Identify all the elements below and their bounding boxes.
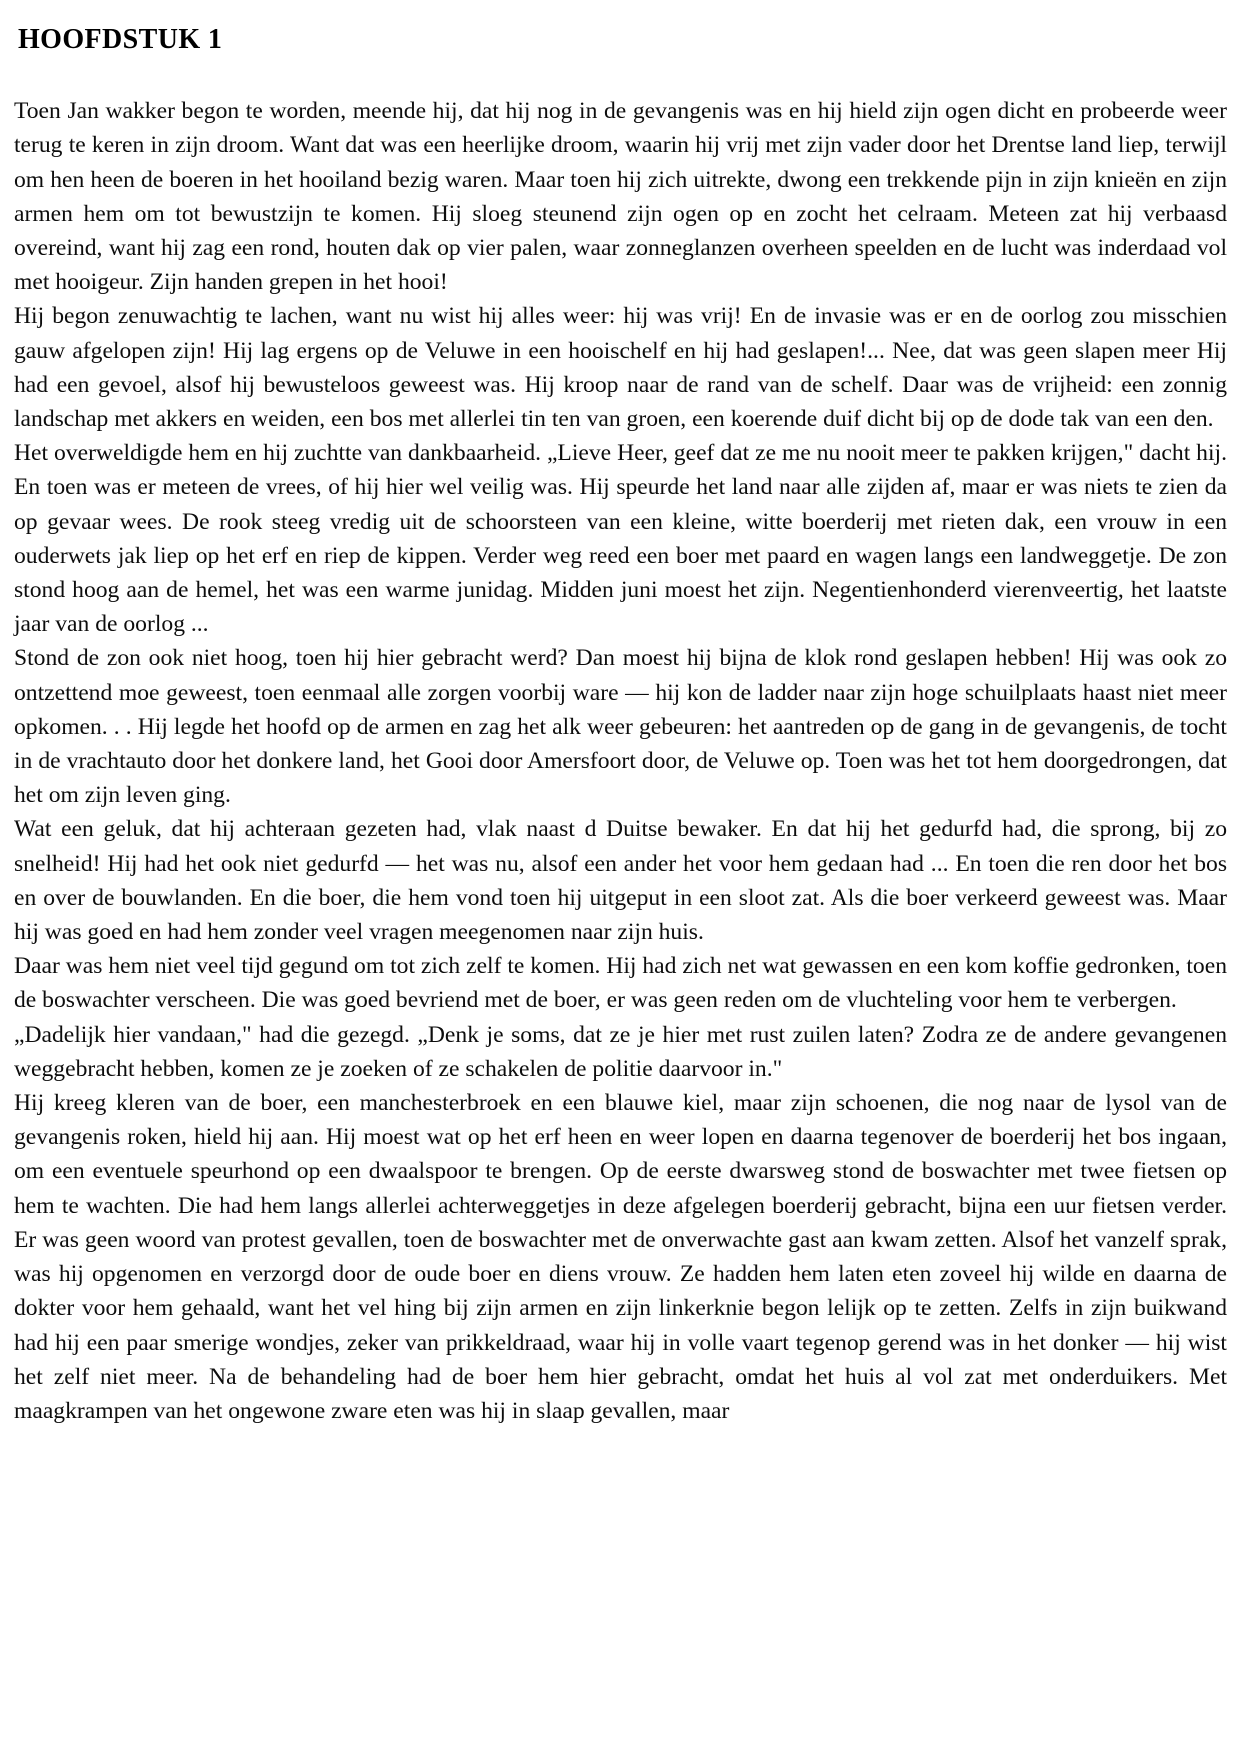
paragraph: „Dadelijk hier vandaan," had die gezegd. „Denk je soms, dat ze je hier met rust zuilen laten? Zodra ze de andere gevangenen weggebracht hebben, komen ze je zoeken of ze schakelen de politie daarvoor in.": [14, 1021, 1227, 1082]
paragraph: Stond de zon ook niet hoog, toen hij hier gebracht werd? Dan moest hij bijna de klok rond geslapen hebben! Hij was ook zo ontzettend moe geweest, toen eenmaal alle zorgen voorbij ware — hij kon de ladder naar zijn hoge schuilplaats haast niet meer opkomen. . . Hij legde het hoofd op de armen en zag het alk weer gebeuren: het aantreden op de gang in de gevangenis, de tocht in de vrachtauto door het donkere land, het Gooi door Amersfoort door, de Veluwe op. Toen was het tot hem doorgedrongen, dat het om zijn leven ging.: [14, 645, 1227, 809]
paragraph: Het overweldigde hem en hij zuchtte van dankbaarheid. „Lieve Heer, geef dat ze me nu nooit meer te pakken krijgen," dacht hij. En toen was er meteen de vrees, of hij hier wel veilig was. Hij speurde het land naar alle zijden af, maar er was niets te zien da op gevaar wees. De rook steeg vredig uit de schoorsteen van een kleine, witte boerderij met rieten dak, een vrouw in een ouderwets jak liep op het erf en riep de kippen. Verder weg reed een boer met paard en wagen langs een landweggetje. De zon stond hoog aan de hemel, het was een warme junidag. Midden juni moest het zijn. Negentienhonderd vierenveertig, het laatste jaar van de oorlog ...: [14, 440, 1227, 638]
page-title: HOOFDSTUK 1: [18, 24, 223, 55]
paragraph: Hij begon zenuwachtig te lachen, want nu wist hij alles weer: hij was vrij! En de invasie was er en de oorlog zou misschien gauw afgelopen zijn! Hij lag ergens op de Veluwe in een hooischelf en hij had geslapen!... Nee, dat was geen slapen meer Hij had een gevoel, alsof hij bewusteloos geweest was. Hij kroop naar de rand van de schelf. Daar was de vrijheid: een zonnig landschap met akkers en weiden, een bos met allerlei tin ten van groen, een koerende duif dicht bij op de dode tak van een den.: [14, 303, 1227, 433]
paragraph: Hij kreeg kleren van de boer, een manchesterbroek en een blauwe kiel, maar zijn schoenen, die nog naar de lysol van de gevangenis roken, hield hij aan. Hij moest wat op het erf heen en weer lopen en daarna tegenover de boerderij het bos ingaan, om een eventuele speurhond op een dwaalspoor te brengen. Op de eerste dwarsweg stond de boswachter met twee fietsen op hem te wachten. Die had hem langs allerlei achterweggetjes in deze afgelegen boerderij gebracht, bijna een uur fietsen verder. Er was geen woord van protest gevallen, toen de boswachter met de onverwachte gast aan kwam zetten. Alsof het vanzelf sprak, was hij opgenomen en verzorgd door de oude boer en diens vrouw. Ze hadden hem laten eten zoveel hij wilde en daarna de dokter voor hem gehaald, want het vel hing bij zijn armen en zijn linkerknie begon lelijk op te zetten. Zelfs in zijn buikwand had hij een paar smerige wondjes, zeker van prikkeldraad, waar hij in volle vaart tegenop gerend was in het donker — hij wist het zelf niet meer. Na de behandeling had de boer hem hier gebracht, omdat het huis al vol zat met onderduikers. Met maagkrampen van het ongewone zware eten was hij in slaap gevallen, maar: [14, 1090, 1227, 1424]
chapter-body: [14, 94, 1227, 1428]
paragraph: Wat een geluk, dat hij achteraan gezeten had, vlak naast d Duitse bewaker. En dat hij het gedurfd had, die sprong, bij zo snelheid! Hij had het ook niet gedurfd — het was nu, alsof een ander het voor hem gedaan had ... En toen die ren door het bos en over de bouwlanden. En die boer, die hem vond toen hij uitgeput in een sloot zat. Als die boer verkeerd geweest was. Maar hij was goed en had hem zonder veel vragen meegenomen naar zijn huis.: [14, 816, 1227, 946]
paragraph: Toen Jan wakker begon te worden, meende hij, dat hij nog in de gevangenis was en hij hield zijn ogen dicht en probeerde weer terug te keren in zijn droom. Want dat was een heerlijke droom, waarin hij vrij met zijn vader door het Drentse land liep, terwijl om hen heen de boeren in het hooiland bezig waren. Maar toen hij zich uitrekte, dwong een trekkende pijn in zijn knieën en zijn armen hem om tot bewustzijn te komen. Hij sloeg steunend zijn ogen op en zocht het celraam. Meteen zat hij verbaasd overeind, want hij zag een rond, houten dak op vier palen, waar zonneglanzen overheen speelden en de lucht was inderdaad vol met hooigeur. Zijn handen grepen in het hooi!: [14, 98, 1227, 296]
paragraph: Daar was hem niet veel tijd gegund om tot zich zelf te komen. Hij had zich net wat gewassen en een kom koffie gedronken, toen de boswachter verscheen. Die was goed bevriend met de boer, er was geen reden om de vluchteling voor hem te verbergen.: [14, 953, 1227, 1014]
